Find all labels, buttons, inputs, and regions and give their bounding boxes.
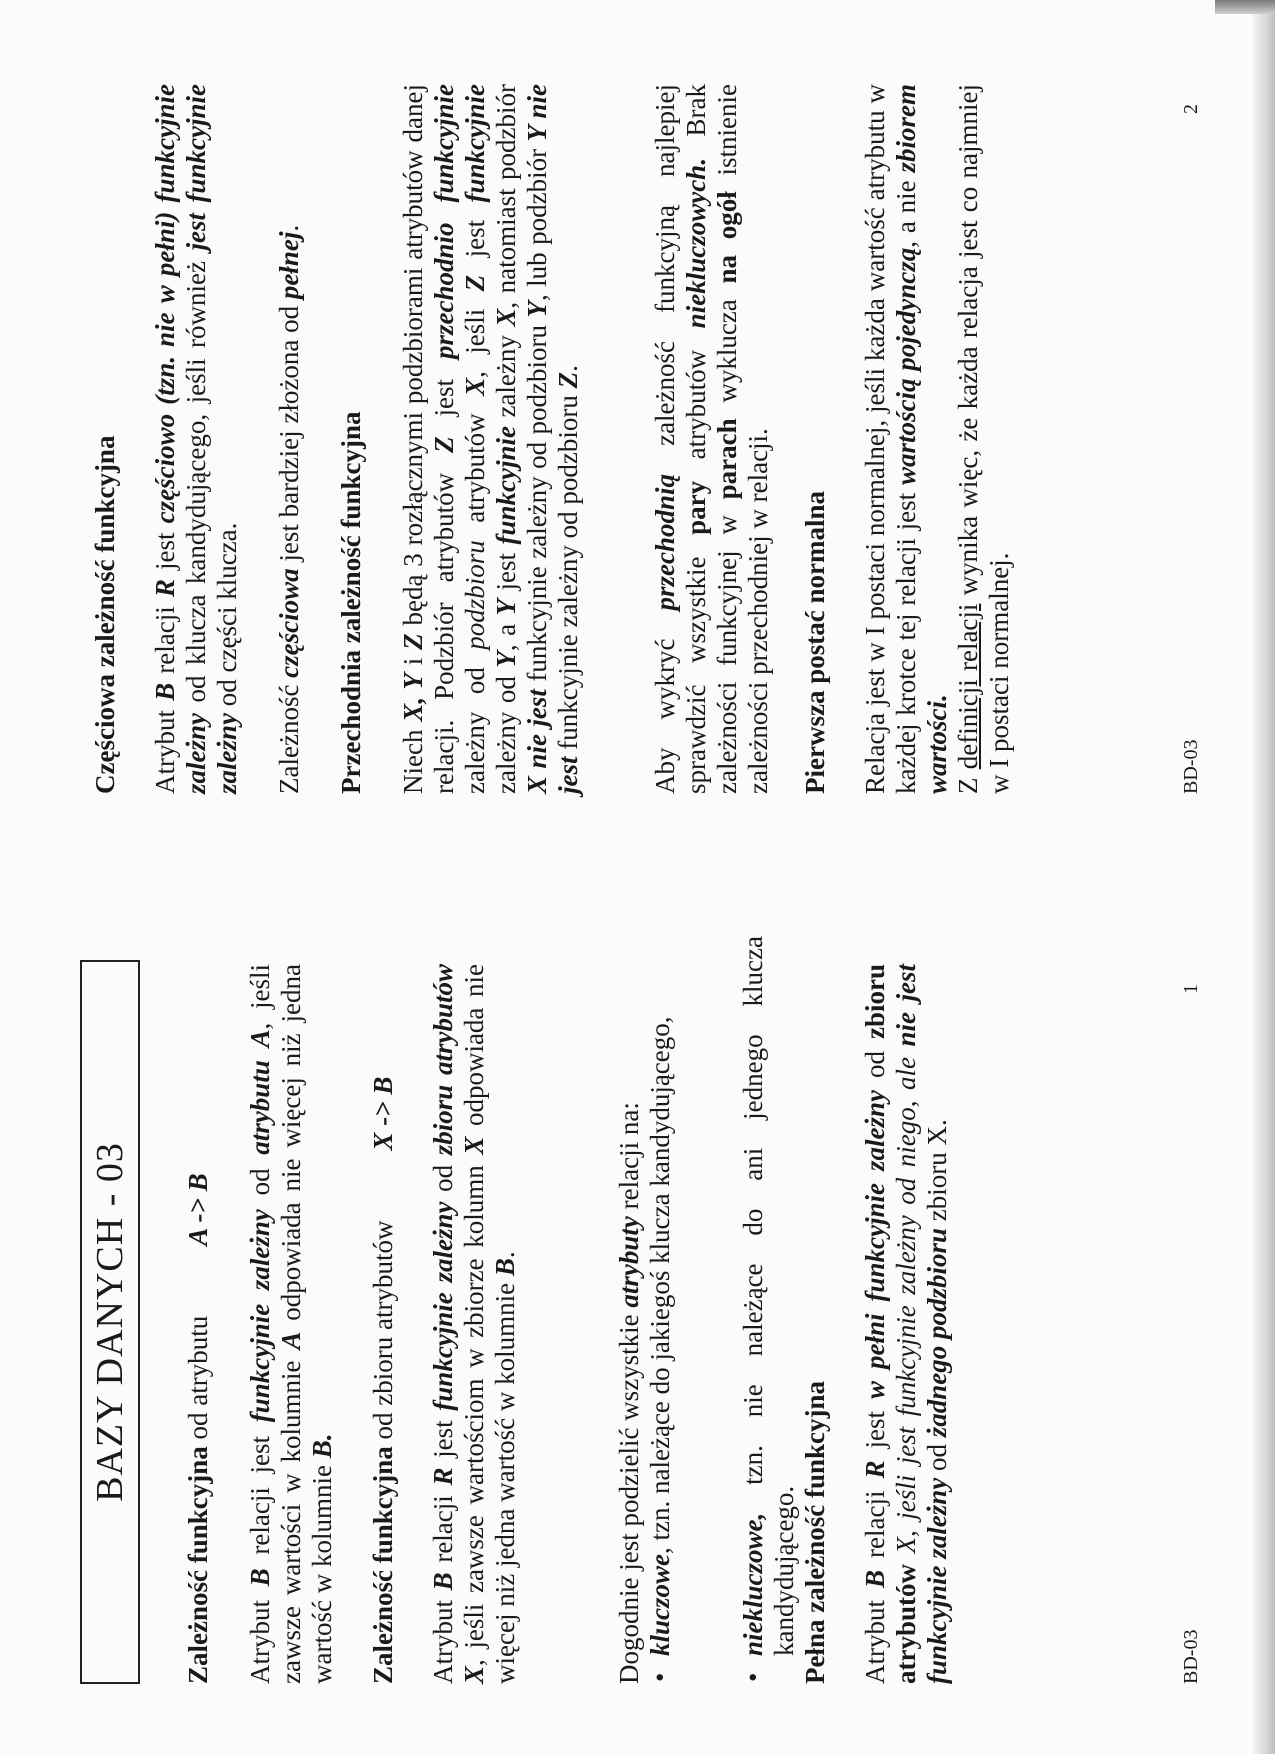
text-run: B. bbox=[307, 1433, 337, 1459]
text-run: Y nie jest bbox=[522, 84, 583, 794]
text-run: od części klucza. bbox=[212, 522, 242, 713]
page-number-left: 1 bbox=[1180, 984, 1202, 994]
text-run: Niech bbox=[398, 721, 428, 794]
right-s3-heading: Pierwsza postać normalna bbox=[800, 491, 830, 794]
text-run: jest bardziej złożona od bbox=[274, 299, 304, 569]
text-run: Z bbox=[460, 274, 490, 292]
text-run: żadnego podzbioru bbox=[922, 1227, 952, 1438]
text-run: częściowo (tzn. nie w pełni) funkcyjnie zależny bbox=[150, 84, 211, 794]
text-run: parach bbox=[712, 418, 742, 500]
text-run: Zależność bbox=[274, 677, 304, 794]
left-s1-heading bbox=[183, 964, 214, 1684]
text-run: jest bbox=[150, 523, 180, 580]
left-s2-paragraph-2 bbox=[614, 964, 645, 1684]
text-run: Y bbox=[522, 301, 552, 318]
text-run: Atrybut bbox=[150, 700, 180, 794]
formula-x-b: X -> B bbox=[368, 1076, 398, 1151]
text-run: zależność funkcyjną najlepiej sprawdzić wszystkie bbox=[650, 84, 711, 794]
text-run: Z bbox=[953, 769, 983, 794]
text-run: zbiorem wartości. bbox=[891, 84, 952, 794]
text-run: na ogół bbox=[712, 191, 742, 284]
text-run: Zależność funkcyjna bbox=[183, 1446, 213, 1684]
text-run: od bbox=[860, 1039, 890, 1090]
list-item-kluczowe bbox=[645, 936, 676, 1684]
text-run: funkcyjnie zależny od podzbioru bbox=[522, 317, 552, 690]
text-run: atrybutu A bbox=[245, 1029, 275, 1155]
text-run: jest bbox=[491, 544, 521, 599]
right-s1-paragraph-2 bbox=[274, 84, 305, 794]
left-page bbox=[0, 936, 1275, 1684]
text-run: B bbox=[428, 1572, 458, 1591]
right-page bbox=[0, 84, 1275, 794]
text-run: , lub podzbiór bbox=[522, 141, 552, 302]
text-run: atrybuty bbox=[614, 1216, 644, 1308]
text-run: A bbox=[276, 1331, 306, 1350]
text-run: Y bbox=[491, 651, 521, 668]
page-number-right: 2 bbox=[1180, 104, 1202, 114]
text-run: funkcyjnie bbox=[491, 426, 521, 545]
text-run: Atrybut bbox=[860, 1588, 890, 1684]
text-run: X, Y bbox=[398, 673, 428, 722]
left-s2-paragraph bbox=[428, 964, 521, 1684]
text-run: od klucza kandydującego, jeśli również bbox=[181, 250, 211, 713]
footer-right: BD-03 bbox=[1180, 739, 1202, 794]
text-run: Z bbox=[429, 436, 459, 453]
text-run: od bbox=[922, 1437, 952, 1478]
text-run: Y bbox=[491, 598, 521, 616]
text-run: istnienie zależności przechodniej w relacji. bbox=[712, 84, 773, 794]
text-run: zbioru atrybutów bbox=[860, 963, 921, 1684]
text-run: Atrybut bbox=[428, 1590, 458, 1684]
text-run: , a nie bbox=[891, 172, 921, 248]
text-run: zależny od bbox=[460, 649, 490, 794]
text-run: w pełni funkcyjnie zależny bbox=[860, 1090, 890, 1400]
text-run: atrybutów bbox=[460, 395, 490, 541]
formula-a-b: A -> B bbox=[183, 1173, 213, 1246]
text-run: niekluczowe, bbox=[738, 1512, 768, 1656]
text-run: , natomiast podzbiór bbox=[491, 83, 521, 309]
text-run: jest funkcyjnie zależny bbox=[181, 84, 242, 794]
text-run: , jeśli bbox=[460, 291, 490, 378]
text-run: Brak zależności funkcyjnej w bbox=[681, 83, 742, 794]
text-run: jest bbox=[860, 1399, 890, 1461]
text-run: R bbox=[428, 1467, 458, 1486]
text-run: odpowiada nie więcej niż jedna wartość w kolumnie bbox=[276, 964, 337, 1684]
text-run: relacji na: bbox=[614, 1102, 644, 1217]
right-s2-paragraph bbox=[398, 84, 584, 794]
right-s1-heading: Częściowa zależność funkcyjna bbox=[90, 435, 120, 794]
text-run: Dogodnie jest podzielić wszystkie bbox=[614, 1307, 644, 1684]
text-run: , a bbox=[491, 615, 521, 652]
text-run: definicji relacji bbox=[953, 603, 983, 770]
text-run: będą 3 rozłącznymi podzbiorami atrybutów danej relacji. Podzbiór atrybutów bbox=[398, 84, 459, 794]
list-item-niekluczowe bbox=[738, 936, 800, 1684]
text-run: R bbox=[150, 579, 180, 598]
text-run: nie jest funkcyjnie zależny bbox=[891, 964, 952, 1684]
text-run: , jeśli zawsze wartości w kolumnie bbox=[245, 964, 306, 1684]
text-run: wyklucza bbox=[712, 283, 742, 419]
text-run: . bbox=[553, 365, 583, 372]
text-run: funkcyjnie bbox=[460, 83, 490, 203]
left-s3-paragraph bbox=[860, 964, 953, 1684]
text-run: przechodnią bbox=[650, 473, 680, 611]
text-run: relacji bbox=[860, 1478, 890, 1570]
text-run: jest bbox=[428, 1410, 458, 1468]
text-run: X nie jest bbox=[522, 689, 552, 794]
text-run: funkcyjnie zależny bbox=[245, 1209, 275, 1423]
text-run: zbioru X. bbox=[922, 1119, 952, 1228]
text-run: niekluczowych. bbox=[681, 158, 711, 329]
text-run: jest bbox=[460, 202, 490, 275]
text-run: X, jeśli jest funkcyjnie zależny od niego, ale bbox=[891, 1046, 921, 1564]
text-run: Aby wykryć bbox=[650, 610, 680, 794]
text-run: zależny od bbox=[491, 667, 521, 794]
right-s2-heading: Przechodnia zależność funkcyjna bbox=[336, 411, 366, 794]
text-run: pełnej bbox=[274, 231, 304, 300]
text-run: od atrybutu bbox=[183, 1315, 213, 1447]
text-run: , jeśli zawsze wartościom w zbiorze kolumn bbox=[459, 1154, 489, 1666]
text-run: wynika więc, że każda relacja jest co najmniej w I postaci normalnej. bbox=[953, 84, 1014, 794]
text-run: . bbox=[490, 1251, 520, 1259]
text-run: B bbox=[245, 1568, 275, 1587]
text-run: funkcyjnie zależny bbox=[428, 1201, 458, 1411]
text-run: odpowiada nie więcej niż jedna wartość w kolumnie bbox=[459, 964, 520, 1684]
text-run: B bbox=[490, 1258, 520, 1277]
left-s2-heading bbox=[368, 964, 399, 1684]
text-run: od zbioru atrybutów bbox=[368, 1220, 398, 1447]
text-run: kluczowe bbox=[645, 1553, 675, 1656]
text-run: Z bbox=[398, 633, 428, 650]
text-run: i bbox=[398, 649, 428, 674]
left-s1-paragraph bbox=[245, 964, 338, 1684]
text-run: częściowa bbox=[274, 568, 304, 678]
text-run: . bbox=[274, 224, 304, 232]
text-run: tzn. nie należące do ani jednego klucza kandydującego. bbox=[738, 936, 799, 1656]
text-run: Z bbox=[553, 371, 583, 389]
text-run: Relacja jest w I postaci normalnej, jeśli każda wartość atrybutu w każdej krotce tej relacji jest bbox=[860, 84, 921, 794]
text-run: X bbox=[460, 377, 490, 396]
text-run: R bbox=[860, 1460, 890, 1479]
right-s3-paragraph bbox=[860, 84, 953, 794]
text-run: B bbox=[860, 1569, 890, 1588]
right-s2-paragraph-2 bbox=[650, 84, 774, 794]
text-run: X bbox=[459, 1136, 489, 1155]
right-s3-paragraph-2 bbox=[953, 84, 1015, 794]
text-run: przechodnio funkcyjnie bbox=[429, 84, 459, 359]
text-run: od bbox=[245, 1154, 275, 1210]
text-run: podzbioru bbox=[460, 540, 490, 650]
text-run: zależny bbox=[491, 326, 521, 427]
text-run: pary bbox=[681, 480, 711, 535]
text-run: relacji jest bbox=[245, 1422, 275, 1569]
right-s1-paragraph bbox=[150, 84, 243, 794]
text-run: Zależność funkcyjna bbox=[368, 1446, 398, 1684]
text-run: atrybutów bbox=[681, 328, 711, 481]
left-s3-heading: Pełna zależność funkcyjna bbox=[800, 1381, 830, 1684]
text-run: wartością pojedynczą bbox=[891, 247, 921, 486]
footer-left: BD-03 bbox=[1180, 1629, 1202, 1684]
text-run: Atrybut bbox=[245, 1586, 275, 1684]
text-run: B bbox=[150, 682, 180, 701]
text-run: funkcyjnie zależny od podzbioru bbox=[553, 388, 583, 757]
text-run: , tzn. należące do jakiegoś klucza kandydującego, bbox=[645, 1016, 675, 1554]
text-run: jest bbox=[429, 358, 459, 437]
page-title: BAZY DANYCH - 03 bbox=[80, 960, 140, 1684]
text-run: relacji bbox=[150, 597, 180, 683]
text-run: relacji bbox=[428, 1485, 458, 1573]
text-run: od bbox=[428, 1155, 458, 1202]
text-run: X bbox=[491, 308, 521, 327]
text-run: zbioru atrybutów X bbox=[428, 964, 489, 1684]
